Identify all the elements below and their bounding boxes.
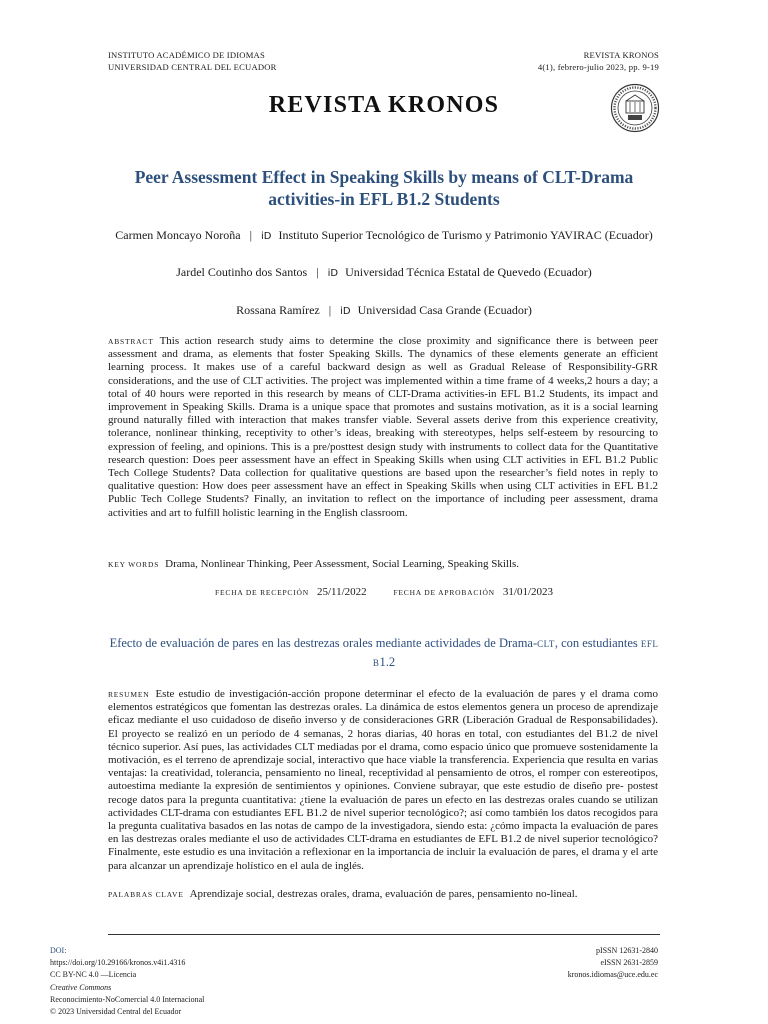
institute-name: INSTITUTO ACADÉMICO DE IDIOMAS xyxy=(108,50,265,60)
orcid-icon[interactable]: iD xyxy=(327,268,339,279)
author-affiliation: Universidad Técnica Estatal de Quevedo (Ecuador) xyxy=(345,265,592,279)
divider: | xyxy=(316,265,319,279)
license-text: CC BY-NC 4.0 —Licencia xyxy=(50,970,137,980)
palabras-text: Aprendizaje social, destrezas orales, drama, evaluación de pares, pensamiento no-lineal. xyxy=(189,888,578,900)
journal-running-title: REVISTA KRONOS xyxy=(583,50,659,60)
abstract-text: This action research study aims to determine the close proximity and significance there is between peer assessment and drama, as elements that foster Speaking Skills. The dynamics of these elements generate an efficient learning process. It makes use of a careful backward design as well as Gradual Release of Responsibility-GRR considerations, and the use of CLT activities. The project was implemented within a time frame of 4 weeks,2 hours a day; a total of 40 hours were reported in this research by means of CLT-Drama activities-in EFL B1.2 Students, its impact and improvement in Speaking Skills. Drama is a unique space that promotes and sustains motivation, as it is a social learning ground naturally filled with interaction that makes transfer viable. Several assets derive from this experience creativity, tolerance, nonlinear thinking, receptivity to other’s ideas, breaking with stereotypes, helps self-esteem by resourcing to expression of feeling, and opinions. This is a pre/posttest design study with instruments to collect data for the Quantitative research question: Does peer assessment have an effect in Speaking Skills when using CLT activities in EFL B1.2 Public Tech College Students? Data collection for qualitative questions are based upon the researcher’s field notes in reply to qualitative question: How does peer assessment have an effect in Speaking Skills when using CLT activities in EFL B1.2 Public Tech College Students? Finally, an invitation to reflect on the importance of including peer assessment, drama activities and art to fulfill holistic learning in the English classroom. xyxy=(108,335,658,519)
license-line xyxy=(50,969,204,1006)
article-dates xyxy=(0,586,768,598)
divider: | xyxy=(249,228,252,242)
author-name: Jardel Coutinho dos Santos xyxy=(176,265,308,279)
orcid-icon[interactable]: iD xyxy=(340,306,351,317)
received-label: FECHA DE RECEPCIÓN xyxy=(214,588,309,597)
author-affiliation: Universidad Casa Grande (Ecuador) xyxy=(357,303,532,317)
approved-date: 31/01/2023 xyxy=(502,586,554,598)
author-affiliation: Instituto Superior Tecnológico de Turismo y Patrimonio YAVIRAC (Ecuador) xyxy=(278,228,653,242)
license-text: Reconocimiento-NoComercial 4.0 Internacional xyxy=(50,994,205,1004)
article-title: Peer Assessment Effect in Speaking Skills by means of CLT-Drama activities-in EFL B1.2 Students xyxy=(134,167,634,209)
spanish-title-acronym: EFL B xyxy=(372,639,659,668)
abstract-label: ABSTRACT xyxy=(108,337,154,346)
university-seal-icon xyxy=(610,83,660,133)
print-issn: pISSN 12631-2840 xyxy=(595,946,658,955)
spanish-title-text: , con estudiantes xyxy=(554,636,641,650)
doi-link[interactable]: https://doi.org/10.29166/kronos.v4i1.4316 xyxy=(50,958,186,968)
electronic-issn: eISSN 2631-2859 xyxy=(600,958,658,968)
institution-header xyxy=(108,49,277,73)
spanish-title xyxy=(108,634,660,672)
abstract xyxy=(108,335,658,520)
university-name: UNIVERSIDAD CENTRAL DEL ECUADOR xyxy=(108,62,277,72)
spanish-title-acronym: CLT xyxy=(537,639,555,649)
contact-email[interactable]: kronos.idiomas@uce.edu.ec xyxy=(567,970,658,980)
author-row xyxy=(0,265,768,280)
footer-right xyxy=(568,945,658,982)
copyright: © 2023 Universidad Central del Ecuador xyxy=(50,1007,182,1017)
issue-info: 4(1), febrero-julio 2023, pp. 9-19 xyxy=(537,62,659,72)
palabras-label: PALABRAS CLAVE xyxy=(108,890,184,899)
palabras-clave xyxy=(108,888,658,901)
author-row xyxy=(0,303,768,318)
keywords-text: Drama, Nonlinear Thinking, Peer Assessment, Social Learning, Speaking Skills. xyxy=(165,558,520,570)
journal-header xyxy=(538,49,659,73)
license-text: Creative Commons xyxy=(50,982,112,992)
resumen-label: RESUMEN xyxy=(108,690,150,699)
spanish-title-text: 1.2 xyxy=(379,655,396,669)
author-row xyxy=(0,228,768,243)
resumen-text: Este estudio de investigación-acción propone determinar el efecto de la evaluación de pares y el drama como elementos estratégicos que fomentan las destrezas orales. La dinámica de estos elementos genera un proceso de aprendizaje eficaz mediante el uso cuidadoso de diseño inverso y de consideraciones GRR (Liberación Gradual de Responsabilidades). El proyecto se realizó en un período de 4 semanas, 2 horas diarias, 40 horas en total, con estudiantes del B1.2 de nivel técnico superior. Así pues, las actividades CLT mediadas por el drama, como espacio único que promueve sostenidamente la motivación, es el terreno de aprendizaje social, interactivo que hace viable la transferencia. Experiencia que resulta en varias ventajas: la creatividad, tolerancia, pensamiento no lineal, receptividad al pensamiento de otros, el romper con estereotipos, autoestima mediante la expresión de sentimientos y opiniones. Conviene subrayar, que este estudio de diseño pre- postest recoge datos para la pregunta cuantitativa: ¿tiene la evaluación de pares un efecto en las destrezas orales cuando se utilizan actividades CLT-drama con estudiantes EFL B1.2 de nivel superior tecnológico?; así como también los datos recogidos para la pregunta cualitativa basados en las notas de campo de la investigadora, siendo esta: ¿cómo impacta la evaluación de pares en las destrezas orales mediante el uso de actividades CLT-drama en estudiantes de EFL B1.2 de nivel superior tecnológico? Finalmente, este estudio es una invitación a reflexionar en la importancia de incluir la evaluación de pares, el drama y el arte para alcanzar un aprendizaje holístico en el aula de inglés. xyxy=(108,688,658,872)
spanish-title-text: Efecto de evaluación de pares en las destrezas orales mediante actividades de Drama- xyxy=(109,636,538,650)
divider: | xyxy=(328,303,332,317)
resumen xyxy=(108,688,658,873)
approved-label: FECHA DE APROBACIÓN xyxy=(393,588,495,597)
journal-title: REVISTA KRONOS xyxy=(268,92,500,118)
author-name: Rossana Ramírez xyxy=(236,303,320,317)
doi-line xyxy=(50,945,204,969)
keywords xyxy=(108,558,658,571)
footer-divider xyxy=(108,934,660,935)
received-date: 25/11/2022 xyxy=(316,586,367,598)
keywords-label: KEY WORDS xyxy=(108,560,160,569)
orcid-icon[interactable]: iD xyxy=(260,231,272,242)
doi-label: DOI: xyxy=(50,946,67,955)
author-name: Carmen Moncayo Noroña xyxy=(115,228,241,242)
footer-left xyxy=(50,945,204,1018)
